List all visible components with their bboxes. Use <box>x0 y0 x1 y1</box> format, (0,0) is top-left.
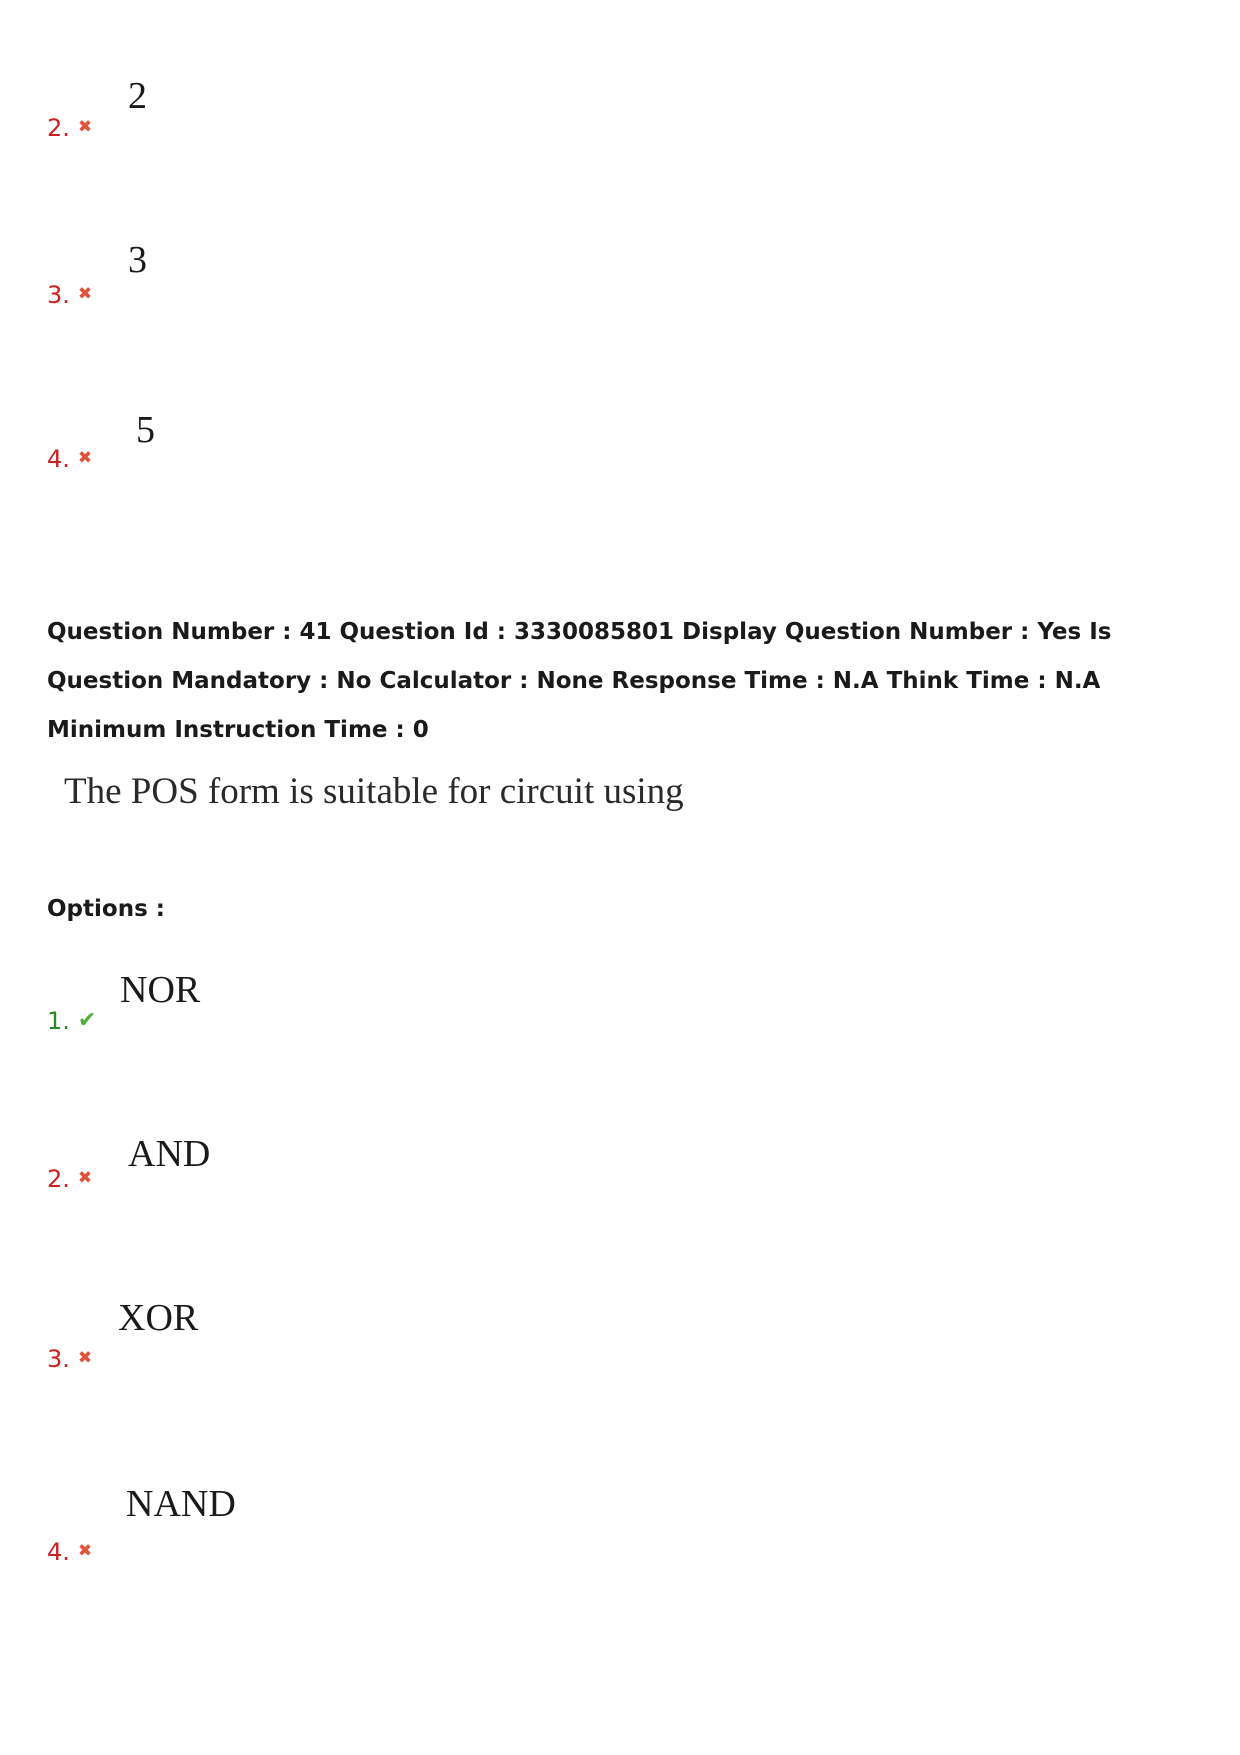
option-1-number: 1. ✔ <box>47 1007 97 1035</box>
prev-option-3-text: 3 <box>128 239 147 281</box>
prev-option-4-number: 4. ✖ <box>47 445 93 473</box>
question-options <box>0 940 1240 1590</box>
option-3-number: 3. ✖ <box>47 1345 93 1373</box>
option-1-text: NOR <box>120 969 201 1011</box>
cross-icon: ✖ <box>77 448 93 468</box>
prev-option-2-number: 2. ✖ <box>47 114 93 142</box>
option-4-number: 4. ✖ <box>47 1538 93 1566</box>
cross-icon: ✖ <box>77 1541 93 1561</box>
cross-icon: ✖ <box>77 1168 93 1188</box>
prev-option-3-number: 3. ✖ <box>47 281 93 309</box>
option-2-number: 2. ✖ <box>47 1165 93 1193</box>
question-metadata: Question Number : 41 Question Id : 3330085801 Display Question Number : Yes Is Question Mandatory : No Calculator : None Response Time : N.A Think Time : N.A Minimum Instruction Time : 0 <box>47 619 1112 743</box>
check-icon: ✔ <box>77 1008 97 1033</box>
option-2-text: AND <box>128 1133 211 1175</box>
option-4-text: NAND <box>126 1483 236 1525</box>
prev-option-2-text: 2 <box>128 75 147 117</box>
option-3-text: XOR <box>118 1297 199 1339</box>
cross-icon: ✖ <box>77 117 93 137</box>
options-label: Options : <box>47 896 165 922</box>
prev-question-options <box>0 0 1240 480</box>
cross-icon: ✖ <box>77 284 93 304</box>
cross-icon: ✖ <box>77 1348 93 1368</box>
prev-option-4-text: 5 <box>136 409 155 451</box>
question-text: The POS form is suitable for circuit using <box>64 771 684 812</box>
